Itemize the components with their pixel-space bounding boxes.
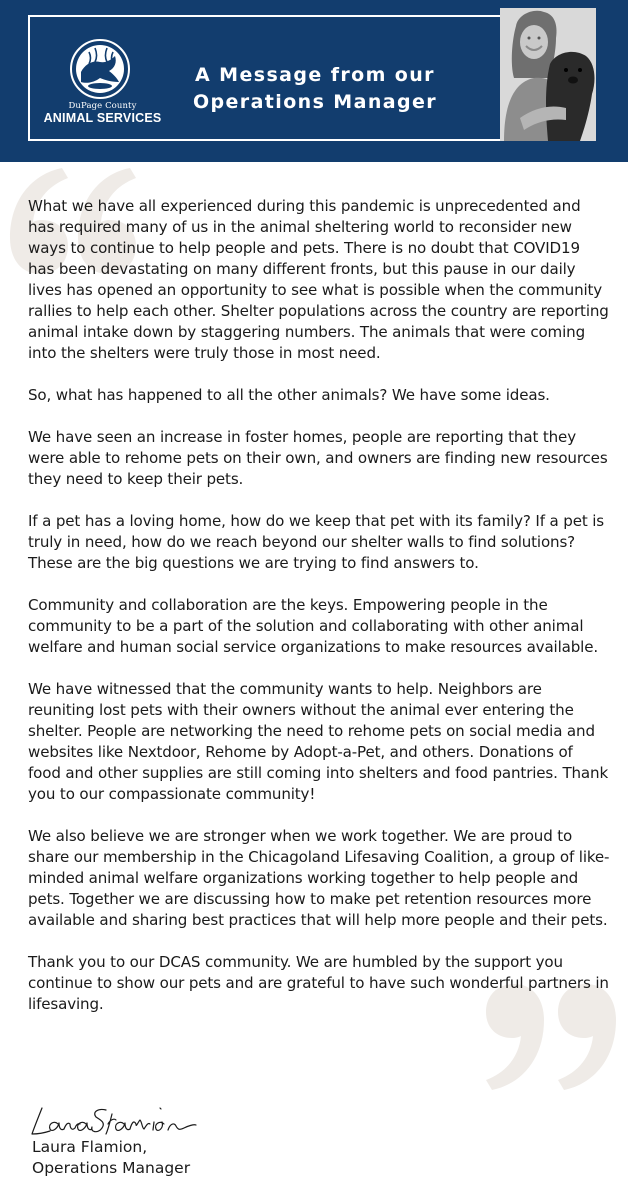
message-paragraph: Thank you to our DCAS community. We are humbled by the support you continue to show our pets and are grateful to have such wonderful partners in lifesaving. (28, 953, 609, 1013)
message-paragraph: So, what has happened to all the other animals? We have some ideas. (28, 386, 550, 404)
message-paragraph: Community and collaboration are the keys. Empowering people in the community to be a part of the solution and collaborating with other animal welfare and human social service organizations to make resources available. (28, 596, 599, 656)
message-paragraph: If a pet has a loving home, how do we keep that pet with its family? If a pet is truly in need, how do we reach beyond our shelter walls to find solutions? These are the big questions we are trying to find answers to. (28, 512, 605, 572)
handwritten-signature (28, 1100, 198, 1140)
message-paragraph: We also believe we are stronger when we work together. We are proud to share our membership in the Chicagoland Lifesaving Coalition, a group of like-minded animal welfare organizations working together to help people and pets. Together we are discussing how to make pet retention resources more available and sharing best practices that will help more people and their pets. (28, 827, 610, 929)
message-paragraph: What we have all experienced during this pandemic is unprecedented and has required many of us in the animal sheltering world to reconsider new ways to continue to help people and pets. There is no doubt that COVID19 has been devastating on many different fronts, but this pause in our daily lives has opened an opportunity to see what is possible when the community rallies to help each other. Shelter populations across the country are reporting animal intake down by staggering numbers. The animals that were coming into the shelters were truly those in most need. (28, 197, 609, 362)
page-title-line1: A Message from our (195, 64, 435, 86)
message-paragraph: We have witnessed that the community wants to help. Neighbors are reuniting lost pets with their owners without the animal ever entering the shelter. People are networking the need to rehome pets on social media and websites like Nextdoor, Rehome by Adopt-a-Pet, and others. Donations of food and other supplies are still coming into shelters and food pantries. Thank you to our compassionate community! (28, 680, 609, 803)
logo-county-text: DuPage County (68, 101, 137, 111)
logo-org-text: ANIMAL SERVICES (43, 111, 162, 125)
logo-emblem-icon (69, 38, 131, 100)
dcas-logo (40, 38, 165, 128)
signer-name: Laura Flamion, (32, 1138, 148, 1156)
page-title (180, 62, 450, 116)
message-body (28, 196, 610, 1036)
header-banner (0, 0, 628, 162)
page-title-line2: Operations Manager (192, 91, 438, 113)
manager-photo (500, 8, 596, 141)
message-paragraph: We have seen an increase in foster homes, people are reporting that they were able to rehome pets on their own, and owners are finding new resources they need to keep their pets. (28, 428, 608, 488)
signer-title: Operations Manager (32, 1159, 191, 1177)
